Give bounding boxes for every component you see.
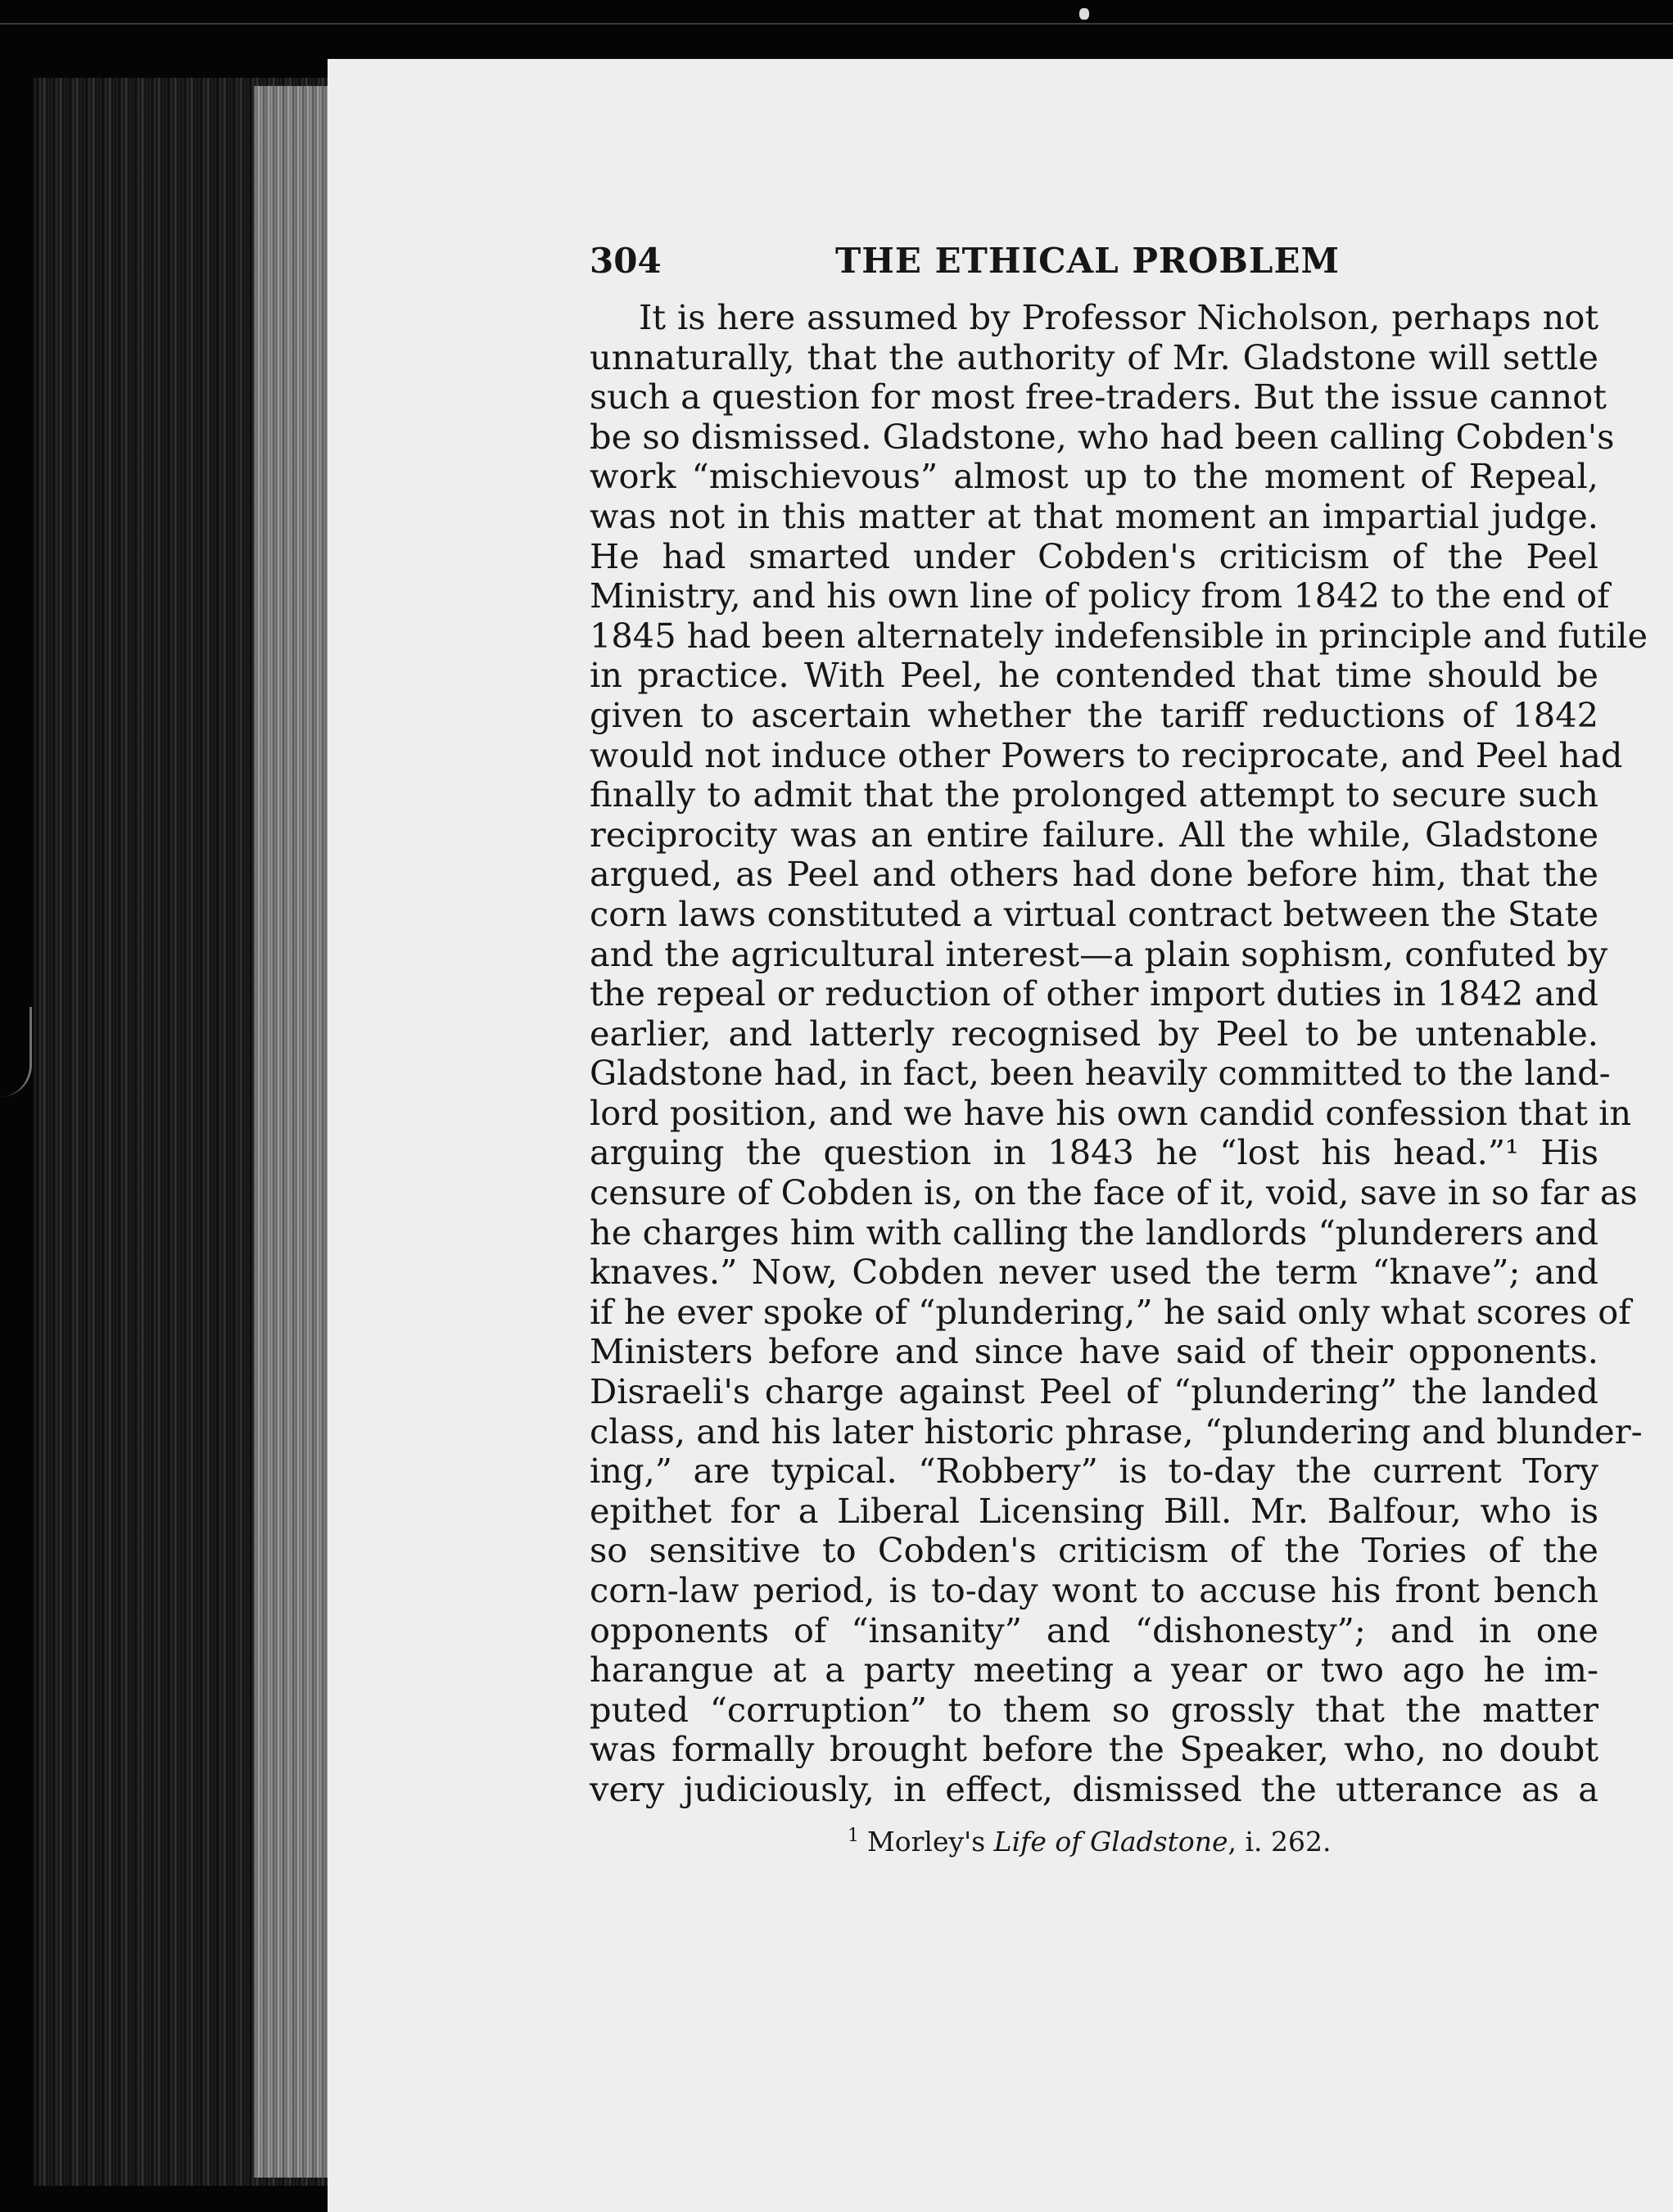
text-line: puted “corruption” to them so grossly that the matter	[590, 1689, 1598, 1730]
text-line: such a question for most free-traders. But the issue cannot	[590, 377, 1607, 418]
scan-top-edge	[0, 23, 1673, 25]
text-line: class, and his later historic phrase, “plundering and blunder-	[590, 1411, 1643, 1451]
text-line: Ministry, and his own line of policy from 1842 to the end of	[590, 576, 1610, 616]
text-line: be so dismissed. Gladstone, who had been calling Cobden's	[590, 416, 1615, 457]
text-line: earlier, and latterly recognised by Peel to be untenable.	[590, 1013, 1598, 1054]
text-line: epithet for a Liberal Licensing Bill. Mr. Balfour, who is	[590, 1490, 1598, 1531]
text-line: was not in this matter at that moment an impartial judge.	[590, 495, 1598, 536]
text-line: knaves.” Now, Cobden never used the term “knave”; and	[590, 1252, 1598, 1293]
footnote-prefix: Morley's	[867, 1825, 986, 1858]
text-line: Disraeli's charge against Peel of “plundering” the landed	[590, 1371, 1598, 1412]
page-content	[590, 241, 1648, 1860]
page-header	[590, 241, 1598, 298]
footnote-marker: 1	[848, 1825, 859, 1846]
text-line: opponents of “insanity” and “dishonesty”; and in one	[590, 1609, 1598, 1650]
text-line: Gladstone had, in fact, been heavily committed to the land-	[590, 1053, 1611, 1094]
text-line: given to ascertain whether the tariff reductions of 1842	[590, 694, 1598, 735]
body-paragraph	[590, 297, 1648, 1810]
text-line: lord position, and we have his own candid confession that in	[590, 1092, 1632, 1133]
text-line: reciprocity was an entire failure. All the while, Gladstone	[590, 814, 1598, 855]
text-line: He had smarted under Cobden's criticism of the Peel	[590, 535, 1598, 576]
text-line: It is here assumed by Professor Nicholson, perhaps not	[639, 297, 1598, 337]
running-head: THE ETHICAL PROBLEM	[835, 241, 1340, 281]
text-line: ing,” are typical. “Robbery” is to-day the current Tory	[590, 1451, 1598, 1492]
text-line: if he ever spoke of “plundering,” he said only what scores of	[590, 1291, 1631, 1332]
text-line: unnaturally, that the authority of Mr. Gladstone will settle	[590, 336, 1598, 377]
footnote-title: Life of Gladstone	[993, 1825, 1228, 1858]
text-line: work “mischievous” almost up to the moment of Repeal,	[590, 456, 1598, 497]
text-line: so sensitive to Cobden's criticism of the Tories of the	[590, 1530, 1598, 1571]
text-line: finally to admit that the prolonged attempt to secure such	[590, 774, 1598, 815]
page-edge-curl	[0, 1007, 32, 1097]
scan-dust-mark	[1079, 8, 1089, 20]
text-line: arguing the question in 1843 he “lost his head.”¹ His	[590, 1132, 1598, 1173]
text-line: and the agricultural interest—a plain sophism, confuted by	[590, 933, 1608, 974]
text-line: argued, as Peel and others had done before him, that the	[590, 854, 1598, 895]
book-page	[328, 59, 1673, 2212]
text-line: he charges him with calling the landlords “plunderers and	[590, 1212, 1598, 1253]
text-line: harangue at a party meeting a year or two ago he im-	[590, 1650, 1598, 1691]
text-line: would not induce other Powers to reciprocate, and Peel had	[590, 734, 1623, 775]
page-number: 304	[590, 241, 662, 281]
text-line: in practice. With Peel, he contended that time should be	[590, 655, 1598, 696]
footnote	[590, 1818, 1598, 1860]
footnote-suffix: , i. 262.	[1228, 1825, 1332, 1858]
text-line: the repeal or reduction of other import duties in 1842 and	[590, 973, 1598, 1014]
text-line: 1845 had been alternately indefensible in principle and futile	[590, 615, 1648, 656]
text-line: was formally brought before the Speaker, who, no doubt	[590, 1729, 1598, 1770]
page-edges-highlight	[254, 86, 336, 2178]
text-line: very judiciously, in effect, dismissed the utterance as a	[590, 1768, 1598, 1809]
text-line: censure of Cobden is, on the face of it, void, save in so far as	[590, 1172, 1638, 1213]
text-line: corn-law period, is to-day wont to accuse his front bench	[590, 1570, 1598, 1610]
text-line: corn laws constituted a virtual contract between the State	[590, 893, 1598, 934]
text-line: Ministers before and since have said of their opponents.	[590, 1331, 1598, 1372]
